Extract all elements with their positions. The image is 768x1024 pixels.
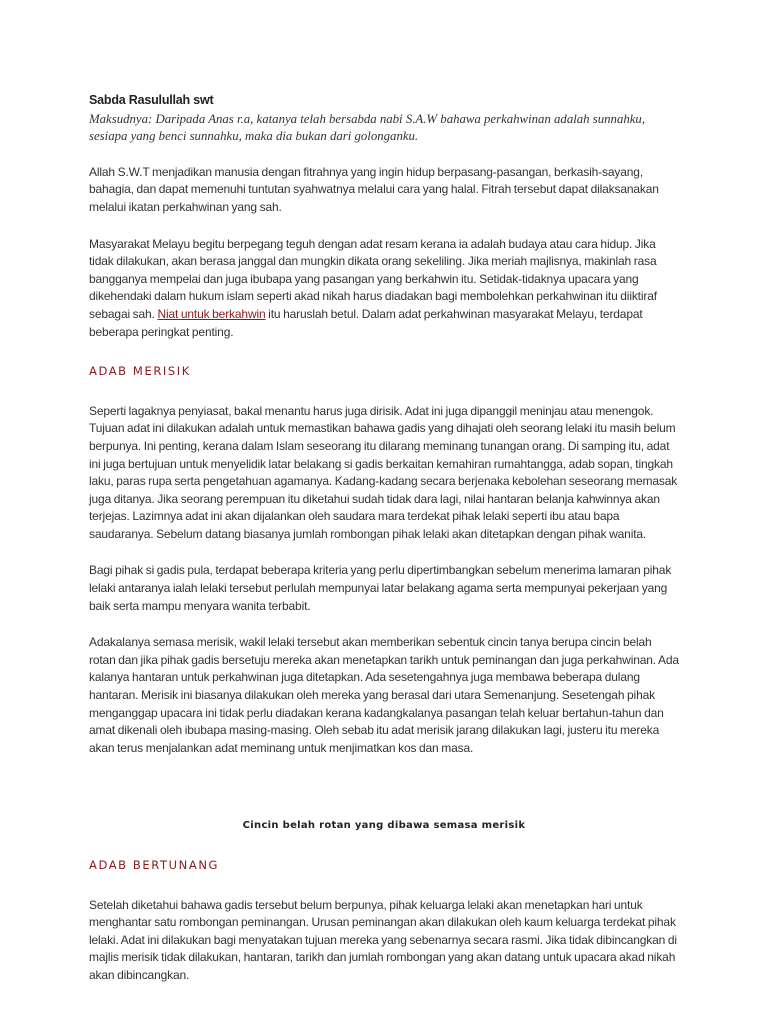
merisik-paragraph-3: Adakalanya semasa merisik, wakil lelaki tersebut akan memberikan sebentuk cincin tanya berupa cincin belah rotan dan jika pihak gadis bersetuju mereka akan menetapkan tarikh untuk peminangan dan juga perkahwinan. Ada kalanya hantaran untuk perkahwinan juga ditetapkan. Ada sesetengahnya juga membawa beberapa dulang hantaran. Merisik ini biasanya dilakukan oleh mereka yang berasal dari utara Semenanjung. Sesetengah pihak menganggap upacara ini tidak perlu diadakan kerana kadangkalanya pasangan telah keluar bertahun-tahun dan amat dikenali oleh ibubapa masing-masing. Oleh sebab itu adat merisik jarang dilakukan lagi, justeru itu mereka akan terus menjalankan adat meminang untuk menjimatkan kos dan masa. (89, 635, 679, 755)
merisik-paragraph-2: Bagi pihak si gadis pula, terdapat beberapa kriteria yang perlu dipertimbangkan sebelum menerima lamaran pihak lelaki antaranya ialah lelaki tersebut perlulah mempunyai latar belakang agama serta mempunyai pekerjaan yang baik serta mampu menyara wanita terbabit. (89, 563, 672, 613)
intro-paragraph-1: Allah S.W.T menjadikan manusia dengan fitrahnya yang ingin hidup berpasang-pasangan, berkasih-sayang, bahagia, dan dapat memenuhi tuntutan syahwatnya melalui cara yang halal. Fitrah tersebut dapat dilaksanakan melalui ikatan perkahwinan yang sah. (89, 164, 659, 214)
bertunang-paragraph-1: Setelah diketahui bahawa gadis tersebut belum berpunya, pihak keluarga lelaki akan menetapkan hari untuk menghantar satu rombongan peminangan. Urusan peminangan akan dilakukan oleh kaum keluarga terdekat pihak lelaki. Adat ini dilakukan bagi menyatakan tujuan mereka yang sebenarnya secara rasmi. Jika tidak dibincangkan di majlis merisik tidak dilakukan, hantaran, tarikh dan jumlah rombongan yang akan datang untuk upacara akad nikah akan dibincangkan. (89, 897, 677, 982)
section-heading-bertunang: ADAB BERTUNANG (89, 858, 220, 872)
intro-paragraph-2-start: Masyarakat Melayu begitu berpegang teguh dengan adat resam kerana ia adalah budaya atau cara hidup. Jika tidak dilakukan, akan berasa janggal dan mungkin dikata orang sekeliling. Jika meriah majlisnya, makinlah rasa bangganya mempelai dan juga ibubapa yang pasangan yang berkahwin itu. Setidak-tidaknya upacara yang dikehendaki dalam hukum islam seperti akad nikah harus diadakan bagi membolehkan perkahwinan itu diiktiraf sebagai sah. (89, 236, 657, 321)
image-caption: Cincin belah rotan yang dibawa semasa merisik (242, 820, 526, 832)
intro-paragraph-2 (89, 236, 679, 342)
merisik-paragraph-1: Seperti lagaknya penyiasat, bakal menantu harus juga dirisik. Adat ini juga dipanggil meninjau atau menengok. Tujuan adat ini dilakukan adalah untuk memastikan bahawa gadis yang dihajati oleh seorang lelaki itu masih belum berpunya. Ini penting, kerana dalam Islam seseorang itu dilarang meminang tunangan orang. Di samping itu, adat ini juga bertujuan untuk menyelidik latar belakang si gadis berkaitan kemahiran rumahtangga, adab sopan, tingkah laku, paras rupa serta pengetahuan agamanya. Kadang-kadang secara berjenaka kebolehan seseorang memasak juga ditanya. Jika seorang perempuan itu diketahui sudah tidak dara lagi, nilai hantaran belanja kahwinnya akan terjejas. Lazimnya adat ini akan dijalankan oleh saudara mara terdekat pihak lelaki seperti ibu atau bapa saudaranya. Sebelum datang biasanya jumlah rombongan pihak lelaki akan ditetapkan dengan pihak wanita. (89, 403, 678, 541)
niat-berkahwin-link[interactable]: Niat untuk berkahwin (157, 306, 266, 321)
intro-paragraph-2-end: itu haruslah betul. Dalam adat perkahwinan masyarakat Melayu, terdapat beberapa peringkat penting. (89, 306, 643, 339)
section-heading-merisik: ADAB MERISIK (89, 364, 191, 379)
document-page (89, 92, 679, 985)
hadith-quote (89, 111, 679, 146)
page-title: Sabda Rasulullah swt (89, 93, 214, 107)
quote-text: Daripada Anas r.a, katanya telah bersabda nabi S.A.W bahawa perkahwinan adalah sunnahku, sesiapa yang benci sunnahku, maka dia bukan dari golonganku. (89, 111, 646, 144)
quote-label: Maksudnya: (89, 111, 156, 126)
